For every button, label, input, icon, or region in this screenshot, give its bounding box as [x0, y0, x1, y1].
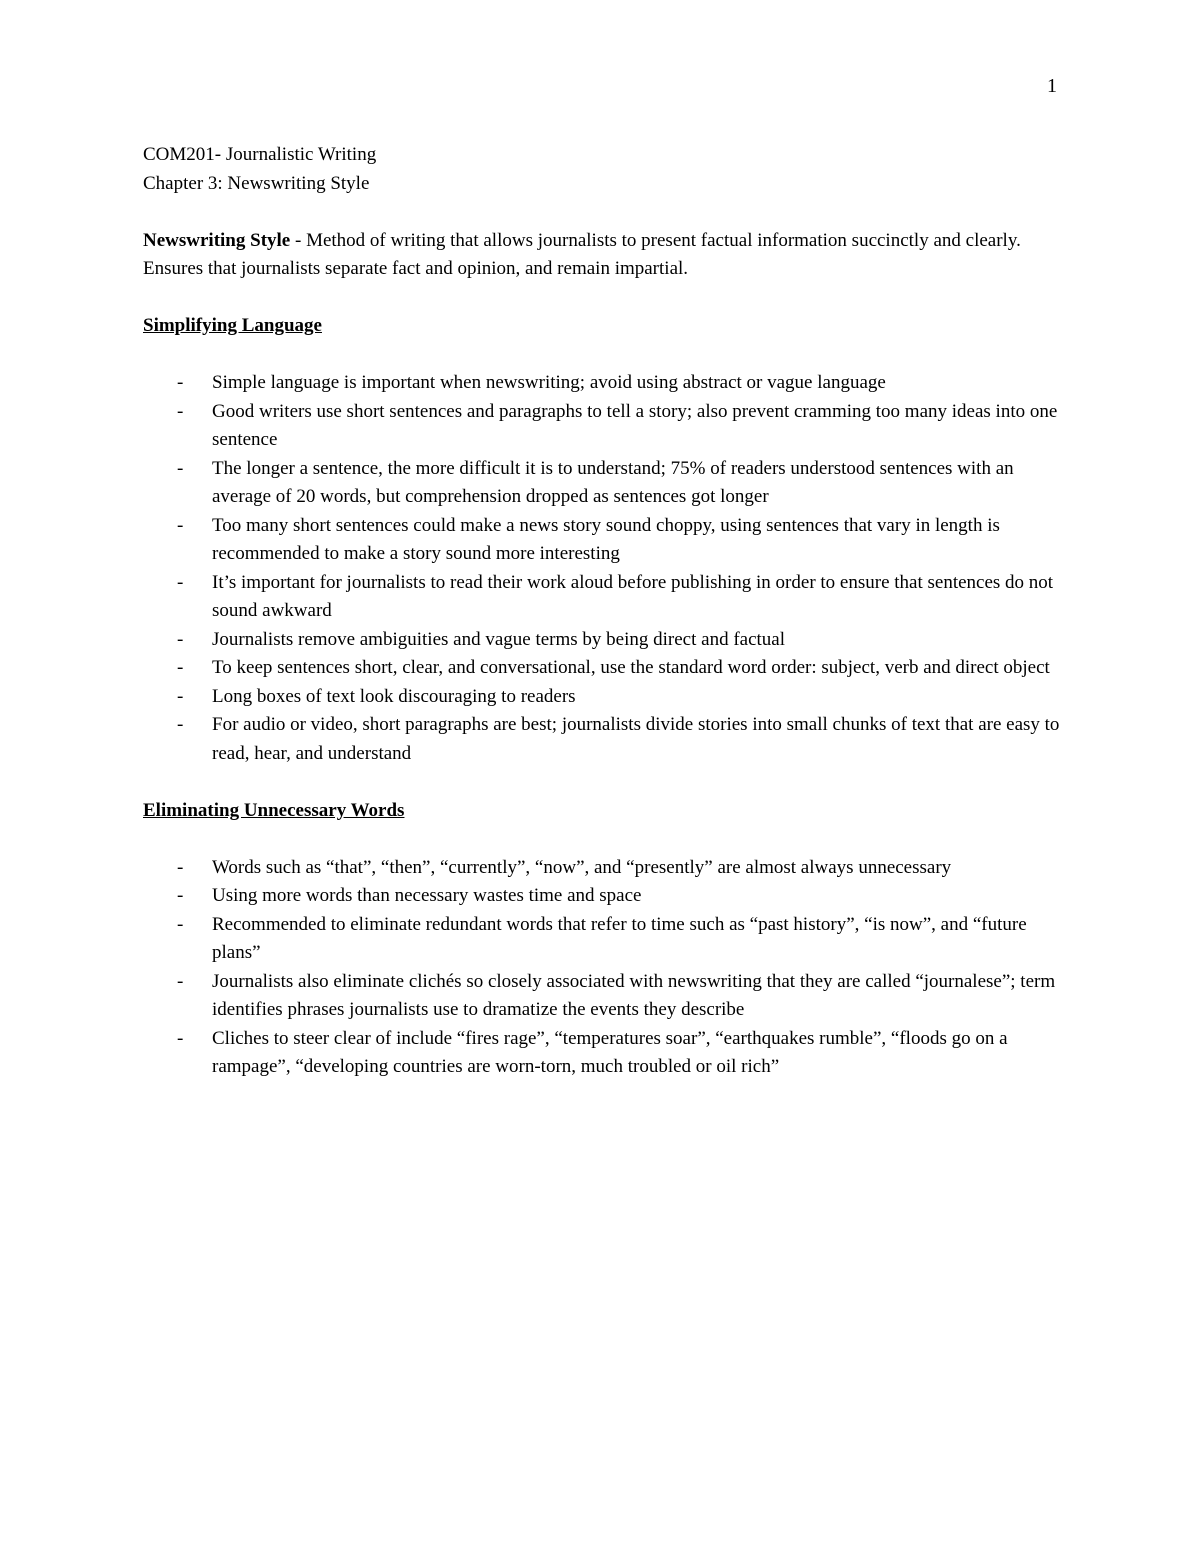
list-item	[143, 882, 1063, 911]
bullet-dash: -	[177, 856, 184, 878]
list-item	[143, 398, 1063, 455]
list-item	[143, 911, 1063, 968]
list-item	[143, 626, 1063, 655]
list-item-text: Too many short sentences could make a news story sound choppy, using sentences that vary in length is recommended to make a story sound more interesting	[212, 514, 1000, 564]
list-item-text: Cliches to steer clear of include “fires rage”, “temperatures soar”, “earthquakes rumble”, “floods go on a rampage”, “developing countries are worn-torn, much troubled or oil rich”	[212, 1027, 1008, 1077]
list-item-text: Using more words than necessary wastes time and space	[212, 885, 642, 906]
bullet-dash: -	[177, 457, 184, 479]
bullet-dash: -	[177, 913, 184, 935]
simplifying-language-list	[143, 369, 1063, 768]
list-item	[143, 683, 1063, 712]
list-item	[143, 569, 1063, 626]
list-item-text: Recommended to eliminate redundant words that refer to time such as “past history”, “is now”, and “future plans”	[212, 913, 1027, 963]
bullet-dash: -	[177, 514, 184, 536]
list-item	[143, 455, 1063, 512]
list-item-text: Words such as “that”, “then”, “currently”, “now”, and “presently” are almost always unnecessary	[212, 856, 952, 878]
list-item	[143, 968, 1063, 1025]
definition-paragraph	[143, 227, 1063, 284]
bullet-dash: -	[177, 571, 184, 593]
list-item	[143, 711, 1063, 768]
bullet-dash: -	[177, 628, 184, 650]
list-item-text: Simple language is important when newswriting; avoid using abstract or vague language	[212, 372, 886, 393]
bullet-dash: -	[177, 372, 184, 393]
section-heading-eliminating-unnecessary-words: Eliminating Unnecessary Words	[143, 799, 405, 821]
bullet-dash: -	[177, 685, 184, 707]
list-item-text: Journalists also eliminate clichés so closely associated with newswriting that they are called “journalese”; term identifies phrases journalists use to dramatize the events they describe	[212, 970, 1056, 1020]
list-item	[143, 369, 1063, 398]
list-item-text: To keep sentences short, clear, and conversational, use the standard word order: subject, verb and direct object	[212, 657, 1050, 678]
list-item-text: The longer a sentence, the more difficult it is to understand; 75% of readers understood sentences with an average of 20 words, but comprehension dropped as sentences got longer	[212, 457, 1014, 507]
definition-separator: -	[290, 229, 307, 251]
list-item-text: Long boxes of text look discouraging to readers	[212, 685, 576, 707]
list-item	[143, 512, 1063, 569]
list-item-text: Good writers use short sentences and paragraphs to tell a story; also prevent cramming too many ideas into one sentence	[212, 400, 1058, 450]
eliminating-words-list	[143, 854, 1063, 1082]
list-item	[143, 854, 1063, 883]
document-body	[143, 141, 1063, 1082]
list-item	[143, 654, 1063, 683]
section-heading-simplifying-language: Simplifying Language	[143, 315, 322, 336]
list-item-text: For audio or video, short paragraphs are best; journalists divide stories into small chunks of text that are easy to read, hear, and understand	[212, 714, 1060, 764]
definition-text: Method of writing that allows journalists to present factual information succinctly and clearly. Ensures that journalists separate fact and opinion, and remain impartial.	[143, 229, 1021, 279]
bullet-dash: -	[177, 970, 184, 992]
page-number: 1	[1047, 75, 1057, 97]
bullet-dash: -	[177, 400, 184, 422]
list-item-text: It’s important for journalists to read their work aloud before publishing in order to ensure that sentences do not sound awkward	[212, 571, 1054, 621]
bullet-dash: -	[177, 1027, 184, 1049]
list-item	[143, 1025, 1063, 1082]
bullet-dash: -	[177, 885, 184, 906]
definition-term: Newswriting Style	[143, 229, 291, 251]
bullet-dash: -	[177, 657, 184, 678]
course-title: COM201- Journalistic Writing	[143, 144, 377, 165]
chapter-title: Chapter 3: Newswriting Style	[143, 172, 370, 194]
list-item-text: Journalists remove ambiguities and vague terms by being direct and factual	[212, 628, 785, 650]
bullet-dash: -	[177, 714, 184, 735]
